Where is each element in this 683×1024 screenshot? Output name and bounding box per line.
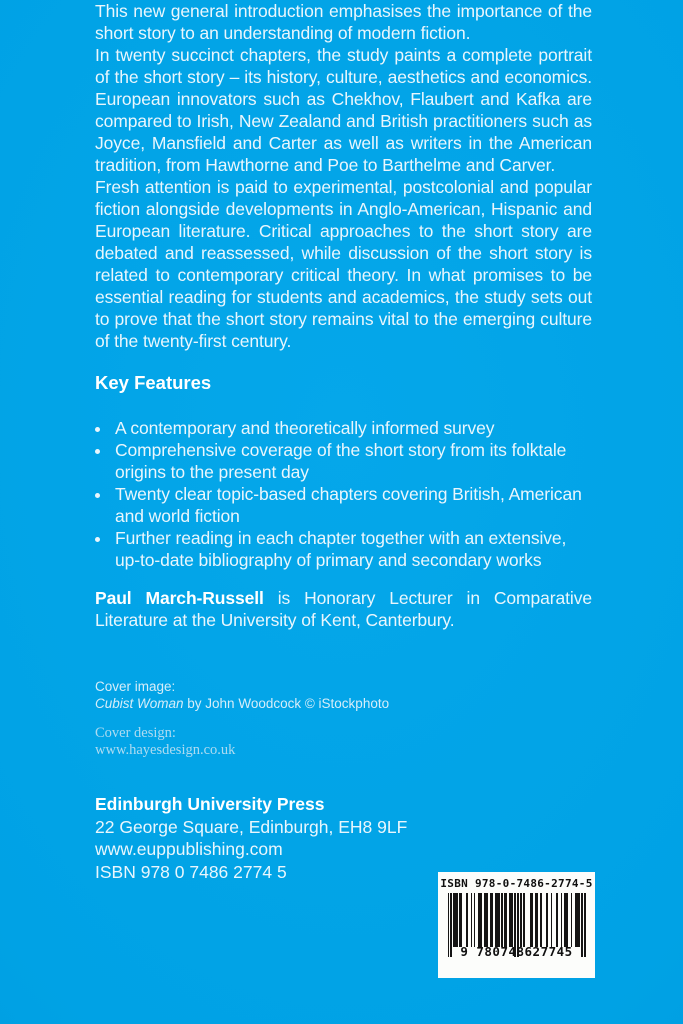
cover-text-block: [95, 0, 592, 883]
publisher-address: 22 George Square, Edinburgh, EH8 9LF: [95, 816, 408, 837]
feature-item: • Further reading in each chapter together with an extensive, up-to-date bibliography of primary and secondary works: [112, 527, 592, 571]
barcode-bar: [564, 893, 566, 947]
cover-image-line: [95, 695, 592, 712]
barcode-bar: [509, 893, 511, 947]
barcode-bar: [577, 893, 579, 947]
barcode-bar: [495, 893, 497, 947]
barcode-bar: [481, 893, 483, 947]
barcode-bar: [498, 893, 500, 947]
barcode-bar: [504, 893, 506, 947]
barcode-bar: [565, 893, 567, 947]
barcode-bar: [561, 893, 563, 947]
cover-image-attribution: by John Woodcock © iStockphoto: [183, 696, 390, 711]
publisher-isbn: ISBN 978 0 7486 2774 5: [95, 861, 287, 882]
barcode-bar: [485, 893, 487, 947]
barcode-bar: [532, 893, 534, 947]
barcode-bar: [471, 893, 473, 947]
barcode-bar: [523, 893, 525, 947]
barcode-bars: [448, 893, 586, 957]
publisher-block: [95, 793, 592, 883]
barcode-bar: [490, 893, 492, 947]
barcode-bar: [520, 893, 522, 947]
barcode-bar: [540, 893, 542, 947]
barcode-bar: [455, 893, 457, 947]
barcode-bar: [479, 893, 481, 947]
overview-paragraph: In twenty succinct chapters, the study paints a complete portrait of the short story – its history, culture, aesthetics and economics. European innovators such as Chekhov, Flaubert and Kafka are compared to Irish, New Zealand and British practitioners such as Joyce, Mansfield and Carter as well as writers in the American tradition, from Hawthorne and Poe to Barthelme and Carver.: [95, 45, 592, 175]
feature-item: • Comprehensive coverage of the short story from its folktale origins to the present day: [112, 439, 592, 483]
barcode-bar: [571, 893, 573, 947]
publisher-website: www.euppublishing.com: [95, 839, 283, 859]
barcode-bar: [551, 893, 553, 947]
barcode-bar: [478, 893, 480, 947]
barcode-number: 9 780748627745: [460, 944, 573, 959]
barcode-bar: [575, 893, 577, 947]
barcode-bar: [459, 893, 461, 947]
barcode-bar: [536, 893, 538, 947]
barcode: [438, 872, 595, 978]
barcode-bar: [456, 893, 458, 947]
cover-image-credit: [95, 678, 592, 712]
cover-image-label: Cover image:: [95, 679, 176, 694]
intro-paragraph: This new general introduction emphasises the importance of the short story to an understanding of modern fiction.: [95, 1, 592, 43]
barcode-bar: [474, 893, 476, 947]
key-features-heading: Key Features: [95, 372, 212, 393]
barcode-bar: [546, 893, 548, 947]
barcode-bar: [453, 893, 455, 947]
barcode-bar: [501, 893, 503, 947]
feature-item: • A contemporary and theoretically informed survey: [112, 417, 592, 439]
barcode-bar: [578, 893, 580, 947]
criticism-paragraph: Fresh attention is paid to experimental, postcolonial and popular fiction alongside developments in Anglo-American, Hispanic and European literature. Critical approaches to the short story are debated and reassessed, while discussion of the short story is related to contemporary critical theory. In what promises to be essential reading for students and academics, the study sets out to prove that the short story remains vital to the emerging culture of the twenty-first century.: [95, 177, 592, 351]
key-features-list: [95, 417, 592, 571]
barcode-bar: [511, 893, 513, 947]
cover-design-label: Cover design:: [95, 725, 176, 741]
barcode-bar: [556, 893, 558, 947]
cover-design-url: www.hayesdesign.co.uk: [95, 742, 236, 758]
cover-design-credit: [95, 725, 592, 759]
barcode-bar: [506, 893, 508, 947]
barcode-bar: [484, 893, 486, 947]
barcode-bar: [466, 893, 468, 947]
feature-item: • Twenty clear topic-based chapters covering British, American and world fiction: [112, 483, 592, 527]
barcode-bar: [487, 893, 489, 947]
barcode-bar: [510, 893, 512, 947]
barcode-bar: [461, 893, 463, 947]
barcode-bar: [491, 893, 493, 947]
author-bio-text: is Honorary Lecturer in Comparative Literature at the University of Kent, Canterbury.: [95, 588, 592, 630]
author-name: Paul March-Russell: [95, 588, 264, 608]
barcode-isbn-text: ISBN 978-0-7486-2774-5: [440, 877, 593, 890]
barcode-bar: [497, 893, 499, 947]
publisher-name: Edinburgh University Press: [95, 794, 325, 814]
author-bio: [95, 587, 592, 631]
barcode-bar: [530, 893, 532, 947]
barcode-bar: [567, 893, 569, 947]
cover-image-title: Cubist Woman: [95, 696, 184, 711]
barcode-bar: [535, 893, 537, 947]
